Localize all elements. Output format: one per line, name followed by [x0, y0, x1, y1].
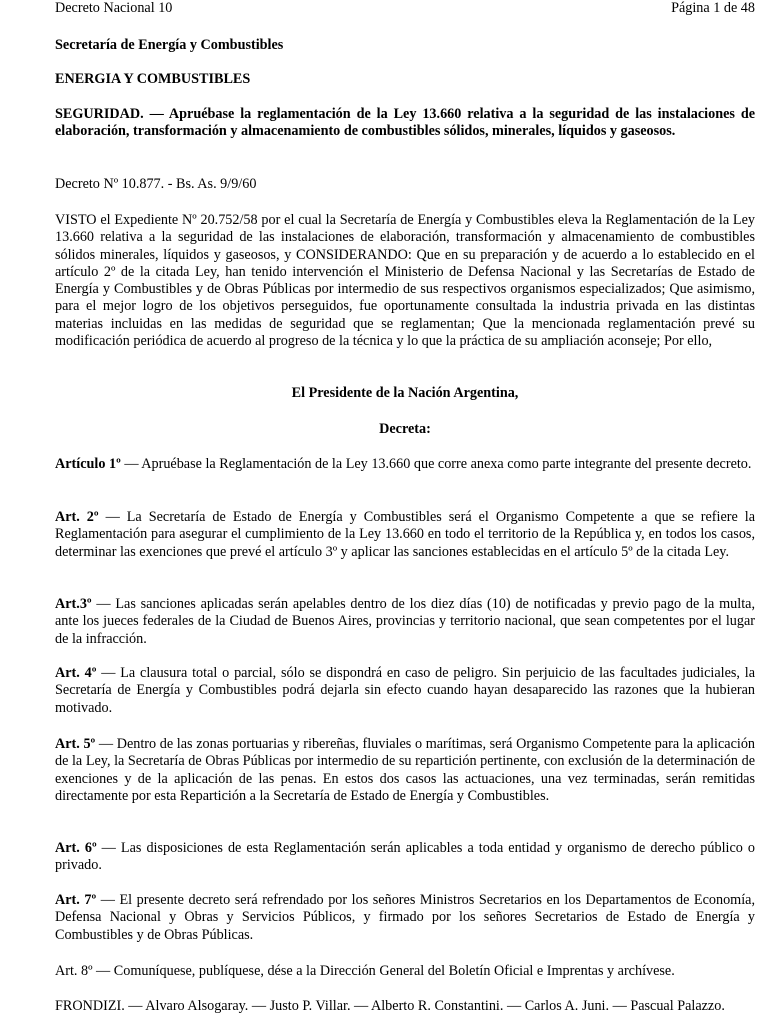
- decreta-line: Decreta:: [379, 421, 431, 437]
- article-label: Art. 7º: [55, 892, 97, 908]
- article-3: [55, 596, 755, 648]
- article-7: [55, 892, 755, 944]
- page-header: [55, 0, 755, 18]
- article-label: Artículo 1º: [55, 456, 121, 472]
- article-text: — La Secretaría de Estado de Energía y Combustibles será el Organismo Competente a que se refiere la Reglamentación para asegurar el cumplimiento de la Ley 13.660 en todo el territorio de la República y, en todos los casos, determinar las exenciones que prevé el artículo 3º y aplicar las sanciones establecidas en el artículo 5º de la citada Ley.: [55, 509, 756, 560]
- summary-paragraph: [55, 106, 755, 141]
- summary-lead: SEGURIDAD. —: [55, 106, 164, 122]
- article-label: Art.3º: [55, 596, 92, 612]
- article-text: — Apruébase la Reglamentación de la Ley 13.660 que corre anexa como parte integrante del presente decreto.: [120, 456, 752, 472]
- signatures: FRONDIZI. — Alvaro Alsogaray. — Justo P. Villar. — Alberto R. Constantini. — Carlos A. Juni. — Pascual Palazzo.: [55, 998, 725, 1014]
- article-1: [55, 456, 755, 473]
- summary-text: Apruébase la reglamentación de la Ley 13.660 relativa a la seguridad de las instalaciones de elaboración, transformación y almacenamiento de combustibles sólidos, minerales, líquidos y gaseosos.: [55, 106, 756, 140]
- article-4: [55, 665, 755, 717]
- document-name: Decreto Nacional 10: [55, 0, 173, 16]
- article-label: Art. 6º: [55, 840, 97, 856]
- article-6: [55, 840, 755, 875]
- article-label: Art. 5º: [55, 736, 96, 752]
- article-text: — Las disposiciones de esta Reglamentación serán aplicables a toda entidad y organismo de derecho público o privado.: [55, 840, 755, 874]
- section-title: ENERGIA Y COMBUSTIBLES: [55, 71, 251, 87]
- visto-paragraph: VISTO el Expediente Nº 20.752/58 por el cual la Secretaría de Energía y Combustibles eleva la Reglamentación de la Ley 13.660 relativa a la seguridad de las instalaciones de elaboración, transformación y almacenamiento de combustibles sólidos minerales, líquidos y gaseosos, y CONSIDERANDO: Que en su preparación y de acuerdo a lo establecido en el artículo 2º de la citada Ley, han tenido intervención el Ministerio de Defensa Nacional y las Secretarías de Estado de Energía y Combustibles y de Obras Públicas por intermedio de sus respectivos organismos especializados; Que asimismo, para el mejor logro de los objetivos perseguidos, fue oportunamente consultada la industria privada en las distintas materias incluidas en las medidas de seguridad que se reglamentan; Que la mencionada reglamentación prevé su modificación periódica de acuerdo al progreso de la técnica y lo que la práctica de su ampliación aconseje; Por ello,: [55, 212, 755, 350]
- article-text: — Dentro de las zonas portuarias y ribereñas, fluviales o marítimas, será Organismo Competente para la aplicación de la Ley, la Secretaría de Obras Públicas por intermedio de su repartición pertinente, con exclusión de la determinación de exenciones y de la aplicación de las penas. En estos dos casos las actuaciones, una vez terminadas, serán remitidas directamente por esta Repartición a la Secretaría de Estado de Energía y Combustibles.: [55, 736, 756, 804]
- article-text: — El presente decreto será refrendado por los señores Ministros Secretarios en los Departamentos de Economía, Defensa Nacional y Obras y Servicios Públicos, y firmado por los señores Secretarios de Estado de Energía y Combustibles y de Obras Públicas.: [55, 892, 755, 943]
- article-label: Art. 2º: [55, 509, 99, 525]
- secretaria-heading: Secretaría de Energía y Combustibles: [55, 37, 284, 53]
- article-2: [55, 509, 755, 561]
- decree-reference: Decreto Nº 10.877. - Bs. As. 9/9/60: [55, 176, 257, 192]
- article-label: Art. 4º: [55, 665, 97, 681]
- page-indicator: Página 1 de 48: [671, 0, 755, 16]
- article-text: — Las sanciones aplicadas serán apelables dentro de los diez días (10) de notificadas y previo pago de la multa, ante los jueces federales de la Ciudad de Buenos Aires, provincias y territorio nacional, que sean competentes por el lugar de la infracción.: [55, 596, 755, 647]
- article-8: Art. 8º — Comuníquese, publíquese, dése a la Dirección General del Boletín Oficial e Imprentas y archívese.: [55, 963, 675, 979]
- article-text: — La clausura total o parcial, sólo se dispondrá en caso de peligro. Sin perjuicio de las facultades judiciales, la Secretaría de Energía y Combustibles podrá dejarla sin efecto cuando hayan desaparecido las razones que la hubieran motivado.: [55, 665, 755, 716]
- president-line: El Presidente de la Nación Argentina,: [291, 385, 519, 401]
- article-5: [55, 736, 755, 805]
